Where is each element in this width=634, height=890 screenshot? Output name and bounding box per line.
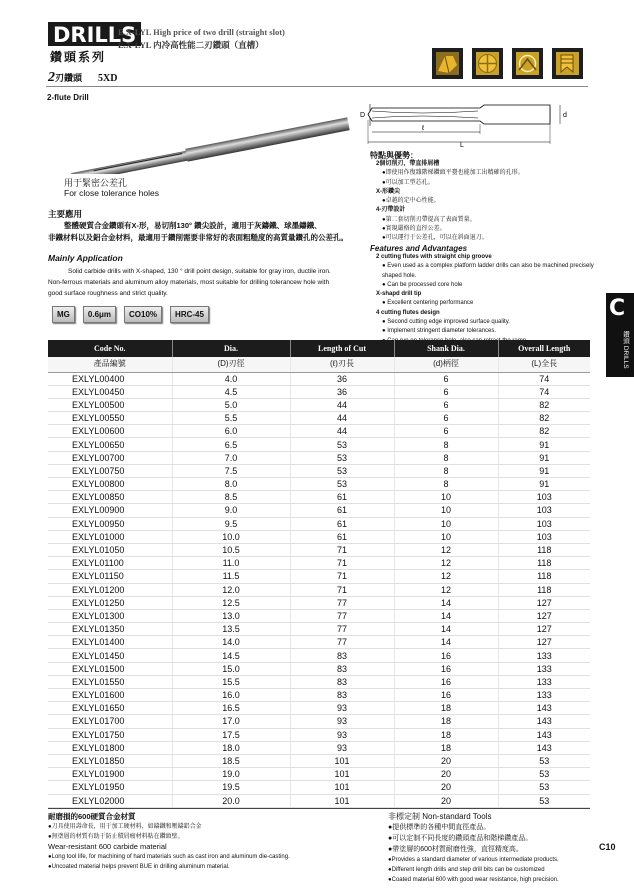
cell-code: EXLYL01500 bbox=[48, 662, 172, 675]
cell-code: EXLYL00400 bbox=[48, 372, 172, 385]
cell-shank-dia: 8 bbox=[394, 478, 498, 491]
cell-shank-dia: 16 bbox=[394, 689, 498, 702]
cell-dia: 10.0 bbox=[172, 530, 290, 543]
feature-bullet: ●可以運行于公差孔，可以在斜面退刀。 bbox=[382, 235, 488, 242]
subheader-overall-length: (L)全長 bbox=[498, 357, 590, 372]
series-label: 刃鑽頭 bbox=[55, 73, 83, 83]
table-row bbox=[48, 464, 590, 477]
features-heading-cn: 特點與優勢： bbox=[370, 151, 418, 160]
cell-overall-length: 127 bbox=[498, 623, 590, 636]
cell-dia: 7.0 bbox=[172, 451, 290, 464]
header-length-of-cut: Length of Cut bbox=[290, 340, 394, 357]
cell-overall-length: 118 bbox=[498, 570, 590, 583]
cell-dia: 12.0 bbox=[172, 583, 290, 596]
table-row bbox=[48, 794, 590, 807]
header-code: Code No. bbox=[48, 340, 172, 357]
cell-dia: 18.0 bbox=[172, 741, 290, 754]
cell-dia: 13.0 bbox=[172, 609, 290, 622]
cell-overall-length: 91 bbox=[498, 464, 590, 477]
cell-overall-length: 103 bbox=[498, 517, 590, 530]
cell-length-of-cut: 101 bbox=[290, 754, 394, 767]
material-cn-2: ●無塗層的材質有助于防止積屑瘤材料粘在鑽頭壁。 bbox=[48, 834, 184, 840]
table-row bbox=[48, 372, 590, 385]
cell-code: EXLYL01800 bbox=[48, 741, 172, 754]
cell-overall-length: 53 bbox=[498, 794, 590, 807]
cell-dia: 9.5 bbox=[172, 517, 290, 530]
cell-overall-length: 53 bbox=[498, 754, 590, 767]
cell-length-of-cut: 44 bbox=[290, 398, 394, 411]
feature-bullet: ● Excellent centering performance bbox=[382, 300, 474, 307]
cell-length-of-cut: 93 bbox=[290, 741, 394, 754]
cell-length-of-cut: 93 bbox=[290, 715, 394, 728]
cell-code: EXLYL01250 bbox=[48, 596, 172, 609]
table-row bbox=[48, 609, 590, 622]
cell-dia: 6.5 bbox=[172, 438, 290, 451]
features-list bbox=[370, 160, 606, 346]
cell-length-of-cut: 53 bbox=[290, 464, 394, 477]
cell-length-of-cut: 71 bbox=[290, 570, 394, 583]
cell-code: EXLYL01150 bbox=[48, 570, 172, 583]
cell-code: EXLYL01050 bbox=[48, 543, 172, 556]
cell-dia: 15.5 bbox=[172, 675, 290, 688]
cell-code: EXLYL01350 bbox=[48, 623, 172, 636]
cell-dia: 5.0 bbox=[172, 398, 290, 411]
feature-heading: X-形鑽尖 bbox=[376, 188, 401, 195]
feature-heading: X-shapd drill tip bbox=[376, 291, 422, 298]
cell-code: EXLYL00950 bbox=[48, 517, 172, 530]
cell-shank-dia: 12 bbox=[394, 557, 498, 570]
cell-shank-dia: 16 bbox=[394, 662, 498, 675]
cell-shank-dia: 8 bbox=[394, 464, 498, 477]
table-row bbox=[48, 385, 590, 398]
usage-text bbox=[48, 220, 366, 244]
cell-dia: 14.0 bbox=[172, 636, 290, 649]
cell-length-of-cut: 71 bbox=[290, 543, 394, 556]
table-row bbox=[48, 425, 590, 438]
table-row bbox=[48, 398, 590, 411]
cell-length-of-cut: 61 bbox=[290, 530, 394, 543]
usage-heading: 主要應用 bbox=[48, 209, 83, 219]
cell-dia: 17.5 bbox=[172, 728, 290, 741]
header-shank-dia: Shank Dia. bbox=[394, 340, 498, 357]
material-en-1: ●Long tool life, for machining of hard materials such as cast iron and aluminum die-casting. bbox=[48, 854, 290, 860]
cell-shank-dia: 12 bbox=[394, 570, 498, 583]
cell-length-of-cut: 93 bbox=[290, 728, 394, 741]
dim-l-big: L bbox=[460, 142, 464, 148]
product-title-cn: E.X-LYL 内冷高性能二刃鑽頭（直槽） bbox=[118, 40, 264, 50]
cell-overall-length: 82 bbox=[498, 412, 590, 425]
cell-overall-length: 103 bbox=[498, 504, 590, 517]
feature-bullet: ● Can be processed core hole bbox=[382, 281, 463, 288]
badge-hardness: HRC-45 bbox=[170, 306, 209, 323]
cell-dia: 11.0 bbox=[172, 557, 290, 570]
cell-length-of-cut: 53 bbox=[290, 451, 394, 464]
cell-shank-dia: 8 bbox=[394, 451, 498, 464]
cell-code: EXLYL01400 bbox=[48, 636, 172, 649]
cell-overall-length: 127 bbox=[498, 609, 590, 622]
dim-l-small: ℓ bbox=[422, 125, 425, 132]
cell-shank-dia: 10 bbox=[394, 517, 498, 530]
series-number: 2 bbox=[48, 70, 55, 85]
feature-bullet: ●實現嚴格的直徑公差。 bbox=[382, 226, 446, 233]
cell-overall-length: 133 bbox=[498, 662, 590, 675]
cell-length-of-cut: 101 bbox=[290, 794, 394, 807]
cell-dia: 6.0 bbox=[172, 425, 290, 438]
dim-d-small: d bbox=[563, 112, 567, 119]
series-code: 5XD bbox=[98, 73, 118, 84]
cell-shank-dia: 10 bbox=[394, 504, 498, 517]
table-row bbox=[48, 689, 590, 702]
drill-photo bbox=[60, 106, 360, 174]
material-en-2: ●Uncoated material helps prevent BUE in drilling aluminum material. bbox=[48, 864, 230, 870]
cell-shank-dia: 16 bbox=[394, 675, 498, 688]
table-row bbox=[48, 662, 590, 675]
cell-overall-length: 133 bbox=[498, 675, 590, 688]
cell-shank-dia: 18 bbox=[394, 715, 498, 728]
cell-length-of-cut: 71 bbox=[290, 583, 394, 596]
coating-layers-icon bbox=[552, 48, 583, 79]
cell-code: EXLYL01700 bbox=[48, 715, 172, 728]
cell-code: EXLYL00650 bbox=[48, 438, 172, 451]
cell-overall-length: 53 bbox=[498, 768, 590, 781]
feature-bullet: ● Second cutting edge improved surface quality. bbox=[382, 319, 510, 326]
cell-length-of-cut: 44 bbox=[290, 412, 394, 425]
custom-en-3: ●Coated material 600 with good wear resistance, high precision. bbox=[388, 877, 559, 883]
cell-overall-length: 143 bbox=[498, 728, 590, 741]
cell-length-of-cut: 83 bbox=[290, 689, 394, 702]
cell-length-of-cut: 53 bbox=[290, 438, 394, 451]
footer-custom bbox=[388, 812, 598, 885]
cell-shank-dia: 6 bbox=[394, 398, 498, 411]
cell-dia: 4.0 bbox=[172, 372, 290, 385]
cell-shank-dia: 6 bbox=[394, 372, 498, 385]
section-label-en: DRILLS bbox=[622, 345, 629, 369]
table-row bbox=[48, 583, 590, 596]
table-row bbox=[48, 781, 590, 794]
cell-shank-dia: 18 bbox=[394, 741, 498, 754]
cell-overall-length: 82 bbox=[498, 425, 590, 438]
cell-overall-length: 127 bbox=[498, 596, 590, 609]
custom-heading: 非標定制 Non-standard Tools bbox=[388, 812, 492, 821]
badge-cobalt: CO10% bbox=[124, 306, 162, 323]
cell-length-of-cut: 101 bbox=[290, 781, 394, 794]
table-header-row bbox=[48, 340, 590, 357]
cell-overall-length: 74 bbox=[498, 385, 590, 398]
custom-en-1: ●Provides a standard diameter of various intermediate products. bbox=[388, 857, 559, 863]
table-row bbox=[48, 570, 590, 583]
cell-dia: 18.5 bbox=[172, 754, 290, 767]
cell-dia: 7.5 bbox=[172, 464, 290, 477]
section-tab[interactable] bbox=[606, 293, 634, 377]
technical-drawing bbox=[360, 100, 590, 148]
page-subtitle: 2-flute Drill bbox=[47, 93, 89, 102]
section-label-cn: 鑽頭 bbox=[622, 331, 629, 344]
cell-overall-length: 74 bbox=[498, 372, 590, 385]
feature-bullet: ●第二套切削刃帶提高了表面質量。 bbox=[382, 216, 476, 223]
material-heading-en: Wear-resistant 600 carbide material bbox=[48, 842, 167, 851]
cell-length-of-cut: 36 bbox=[290, 385, 394, 398]
series-title bbox=[48, 70, 82, 86]
cell-shank-dia: 12 bbox=[394, 583, 498, 596]
feature-heading: 2 cutting flutes with straight chip groove bbox=[376, 253, 492, 260]
cell-dia: 14.5 bbox=[172, 649, 290, 662]
cell-dia: 15.0 bbox=[172, 662, 290, 675]
cell-dia: 10.5 bbox=[172, 543, 290, 556]
cell-overall-length: 143 bbox=[498, 741, 590, 754]
cell-shank-dia: 6 bbox=[394, 412, 498, 425]
cell-overall-length: 143 bbox=[498, 715, 590, 728]
feature-heading: 4 cutting flutes design bbox=[376, 309, 440, 316]
cell-length-of-cut: 83 bbox=[290, 675, 394, 688]
cell-length-of-cut: 36 bbox=[290, 372, 394, 385]
table-subheader-row bbox=[48, 357, 590, 372]
cell-code: EXLYL01600 bbox=[48, 689, 172, 702]
cell-dia: 11.5 bbox=[172, 570, 290, 583]
cell-overall-length: 103 bbox=[498, 491, 590, 504]
cell-shank-dia: 14 bbox=[394, 623, 498, 636]
cell-code: EXLYL00550 bbox=[48, 412, 172, 425]
cell-dia: 9.0 bbox=[172, 504, 290, 517]
material-heading-cn: 耐磨損的600硬質合金材質 bbox=[48, 812, 136, 821]
cell-code: EXLYL00750 bbox=[48, 464, 172, 477]
custom-cn-3: ●帶塗層的600材質耐磨性強，直徑精度高。 bbox=[388, 846, 523, 853]
table-row bbox=[48, 517, 590, 530]
table-row bbox=[48, 504, 590, 517]
cell-overall-length: 133 bbox=[498, 689, 590, 702]
cell-shank-dia: 20 bbox=[394, 794, 498, 807]
table-row bbox=[48, 702, 590, 715]
cell-code: EXLYL00900 bbox=[48, 504, 172, 517]
table-row bbox=[48, 649, 590, 662]
table-body bbox=[48, 372, 590, 807]
cell-length-of-cut: 53 bbox=[290, 478, 394, 491]
table-row bbox=[48, 557, 590, 570]
cell-length-of-cut: 93 bbox=[290, 702, 394, 715]
feature-heading: 2個切削刃，帶直排屑槽 bbox=[376, 161, 440, 167]
cell-shank-dia: 14 bbox=[394, 636, 498, 649]
cell-code: EXLYL01650 bbox=[48, 702, 172, 715]
cell-dia: 4.5 bbox=[172, 385, 290, 398]
cell-shank-dia: 12 bbox=[394, 543, 498, 556]
cell-dia: 12.5 bbox=[172, 596, 290, 609]
feature-bullet: ●卓越的定中心性能。 bbox=[382, 198, 440, 205]
usage-line-1: 整體硬質合金鑽頭有X-形，易切削130° 鑽尖設計，適用于灰鑄鐵、球墨鑄鐵、 bbox=[64, 221, 322, 230]
cell-shank-dia: 20 bbox=[394, 781, 498, 794]
application-line-3: good surface roughness and strict quality. bbox=[48, 290, 168, 297]
features-heading-en: Features and Advantages bbox=[370, 243, 468, 253]
cell-overall-length: 133 bbox=[498, 649, 590, 662]
table-row bbox=[48, 715, 590, 728]
table-row bbox=[48, 754, 590, 767]
cell-code: EXLYL00700 bbox=[48, 451, 172, 464]
cell-overall-length: 103 bbox=[498, 530, 590, 543]
table-row bbox=[48, 478, 590, 491]
cell-dia: 19.5 bbox=[172, 781, 290, 794]
cell-overall-length: 118 bbox=[498, 583, 590, 596]
subheader-length-of-cut: (ℓ)刃長 bbox=[290, 357, 394, 372]
table-row bbox=[48, 451, 590, 464]
table-row bbox=[48, 741, 590, 754]
cell-length-of-cut: 77 bbox=[290, 623, 394, 636]
cell-overall-length: 91 bbox=[498, 478, 590, 491]
cell-shank-dia: 14 bbox=[394, 596, 498, 609]
cell-length-of-cut: 61 bbox=[290, 491, 394, 504]
cell-shank-dia: 18 bbox=[394, 702, 498, 715]
cell-shank-dia: 20 bbox=[394, 768, 498, 781]
cell-shank-dia: 18 bbox=[394, 728, 498, 741]
cell-dia: 5.5 bbox=[172, 412, 290, 425]
badge-grain: 0.6μm bbox=[83, 306, 116, 323]
table-row bbox=[48, 623, 590, 636]
cell-overall-length: 127 bbox=[498, 636, 590, 649]
cell-length-of-cut: 44 bbox=[290, 425, 394, 438]
table-row bbox=[48, 543, 590, 556]
cell-dia: 17.0 bbox=[172, 715, 290, 728]
cell-code: EXLYL01750 bbox=[48, 728, 172, 741]
cell-dia: 8.0 bbox=[172, 478, 290, 491]
cell-code: EXLYL00450 bbox=[48, 385, 172, 398]
cell-overall-length: 118 bbox=[498, 543, 590, 556]
badge-grade: MG bbox=[52, 306, 75, 323]
table-row bbox=[48, 491, 590, 504]
spec-table bbox=[48, 340, 590, 808]
cell-dia: 16.5 bbox=[172, 702, 290, 715]
cell-code: EXLYL00500 bbox=[48, 398, 172, 411]
brand-logo: DRILLS bbox=[48, 22, 141, 46]
cell-length-of-cut: 77 bbox=[290, 609, 394, 622]
feature-icons bbox=[432, 48, 583, 79]
point-angle-icon bbox=[512, 48, 543, 79]
header-rule bbox=[46, 86, 588, 87]
cell-code: EXLYL01200 bbox=[48, 583, 172, 596]
cell-code: EXLYL01300 bbox=[48, 609, 172, 622]
feature-bullet: ● Even used as a complex platform ladder drills can also be machined precisely shaped hole. bbox=[382, 263, 594, 279]
table-row bbox=[48, 636, 590, 649]
cell-dia: 16.0 bbox=[172, 689, 290, 702]
cell-code: EXLYL00800 bbox=[48, 478, 172, 491]
footer-material bbox=[48, 812, 368, 872]
cell-dia: 8.5 bbox=[172, 491, 290, 504]
brand-subtitle: 鑽頭系列 bbox=[50, 50, 107, 64]
cell-code: EXLYL01000 bbox=[48, 530, 172, 543]
product-title-en: E.X-LYL High price of two drill (straight slot) bbox=[118, 27, 285, 37]
cell-length-of-cut: 83 bbox=[290, 662, 394, 675]
cell-shank-dia: 6 bbox=[394, 385, 498, 398]
cell-code: EXLYL01850 bbox=[48, 754, 172, 767]
flute-section-icon bbox=[472, 48, 503, 79]
footer-rule bbox=[48, 808, 590, 809]
table-row bbox=[48, 675, 590, 688]
cell-overall-length: 118 bbox=[498, 557, 590, 570]
cell-dia: 20.0 bbox=[172, 794, 290, 807]
cell-length-of-cut: 83 bbox=[290, 649, 394, 662]
application-heading: Mainly Application bbox=[48, 253, 123, 263]
cell-code: EXLYL01550 bbox=[48, 675, 172, 688]
table-row bbox=[48, 412, 590, 425]
usage-line-2: 非鐵材料以及鋁合金材料，最適用于鑽削需要非常好的表面粗糙度的高質量鑽孔的公差孔。 bbox=[48, 233, 348, 242]
page-number: C10 bbox=[599, 842, 616, 852]
cell-shank-dia: 10 bbox=[394, 530, 498, 543]
table-row bbox=[48, 438, 590, 451]
custom-en-2: ●Different length drills and step drill bits can be customized bbox=[388, 867, 545, 873]
subheader-shank-dia: (d)柄徑 bbox=[394, 357, 498, 372]
cell-length-of-cut: 71 bbox=[290, 557, 394, 570]
cell-length-of-cut: 77 bbox=[290, 596, 394, 609]
cell-overall-length: 91 bbox=[498, 451, 590, 464]
cell-code: EXLYL00600 bbox=[48, 425, 172, 438]
cell-length-of-cut: 61 bbox=[290, 504, 394, 517]
feature-bullet: ● Implement stringent diameter tolerances. bbox=[382, 328, 497, 335]
product-desc-en: For close tolerance holes bbox=[64, 188, 159, 198]
cell-dia: 13.5 bbox=[172, 623, 290, 636]
cell-overall-length: 143 bbox=[498, 702, 590, 715]
cell-shank-dia: 20 bbox=[394, 754, 498, 767]
cell-shank-dia: 8 bbox=[394, 438, 498, 451]
section-label bbox=[610, 331, 630, 369]
subheader-code: 產品編號 bbox=[48, 357, 172, 372]
cell-code: EXLYL01950 bbox=[48, 781, 172, 794]
cell-shank-dia: 16 bbox=[394, 649, 498, 662]
cell-length-of-cut: 101 bbox=[290, 768, 394, 781]
cell-overall-length: 82 bbox=[498, 398, 590, 411]
table-row bbox=[48, 728, 590, 741]
cell-shank-dia: 14 bbox=[394, 609, 498, 622]
feature-bullet: ●可以加工型芯孔。 bbox=[382, 179, 434, 186]
cell-code: EXLYL00850 bbox=[48, 491, 172, 504]
cell-code: EXLYL01900 bbox=[48, 768, 172, 781]
cell-shank-dia: 6 bbox=[394, 425, 498, 438]
cell-code: EXLYL01450 bbox=[48, 649, 172, 662]
dim-d-big: D bbox=[360, 112, 366, 119]
feature-heading: 4-刃帶設計 bbox=[376, 207, 406, 214]
cell-dia: 19.0 bbox=[172, 768, 290, 781]
material-cn-1: ●刀具使用壽命長，用于加工硬材料，如鑄鐵和壓鑄鋁合金 bbox=[48, 824, 202, 830]
cell-code: EXLYL01100 bbox=[48, 557, 172, 570]
cell-length-of-cut: 61 bbox=[290, 517, 394, 530]
header-overall-length: Overall Length bbox=[498, 340, 590, 357]
custom-cn-2: ●可以定制不同長度的鑽頭產品和階梯鑽產品。 bbox=[388, 835, 533, 842]
custom-cn-1: ●提供標準的各種中間直徑產品。 bbox=[388, 824, 491, 831]
material-badges bbox=[52, 306, 209, 323]
section-letter: C bbox=[609, 296, 626, 321]
drill-tip-icon bbox=[432, 48, 463, 79]
table-row bbox=[48, 530, 590, 543]
application-line-2: Non-ferrous materials and aluminum alloy materials, most suitable for drilling tolerancew hole with bbox=[48, 279, 330, 286]
subheader-dia: (D)刃徑 bbox=[172, 357, 290, 372]
cell-shank-dia: 10 bbox=[394, 491, 498, 504]
cell-length-of-cut: 77 bbox=[290, 636, 394, 649]
table-row bbox=[48, 768, 590, 781]
header-dia: Dia. bbox=[172, 340, 290, 357]
cell-overall-length: 91 bbox=[498, 438, 590, 451]
application-line-1: Solid carbide drills with X-shaped, 130 ° drill point design, suitable for gray iron, ductile iron. bbox=[68, 268, 331, 275]
cell-overall-length: 53 bbox=[498, 781, 590, 794]
table-row bbox=[48, 596, 590, 609]
product-desc-cn: 用于緊密公差孔 bbox=[64, 178, 128, 188]
feature-bullet: ●即使用作復雜階梯鑽頭平臺也能加工出精確的孔形。 bbox=[382, 170, 524, 177]
application-text bbox=[48, 266, 366, 299]
cell-code: EXLYL02000 bbox=[48, 794, 172, 807]
